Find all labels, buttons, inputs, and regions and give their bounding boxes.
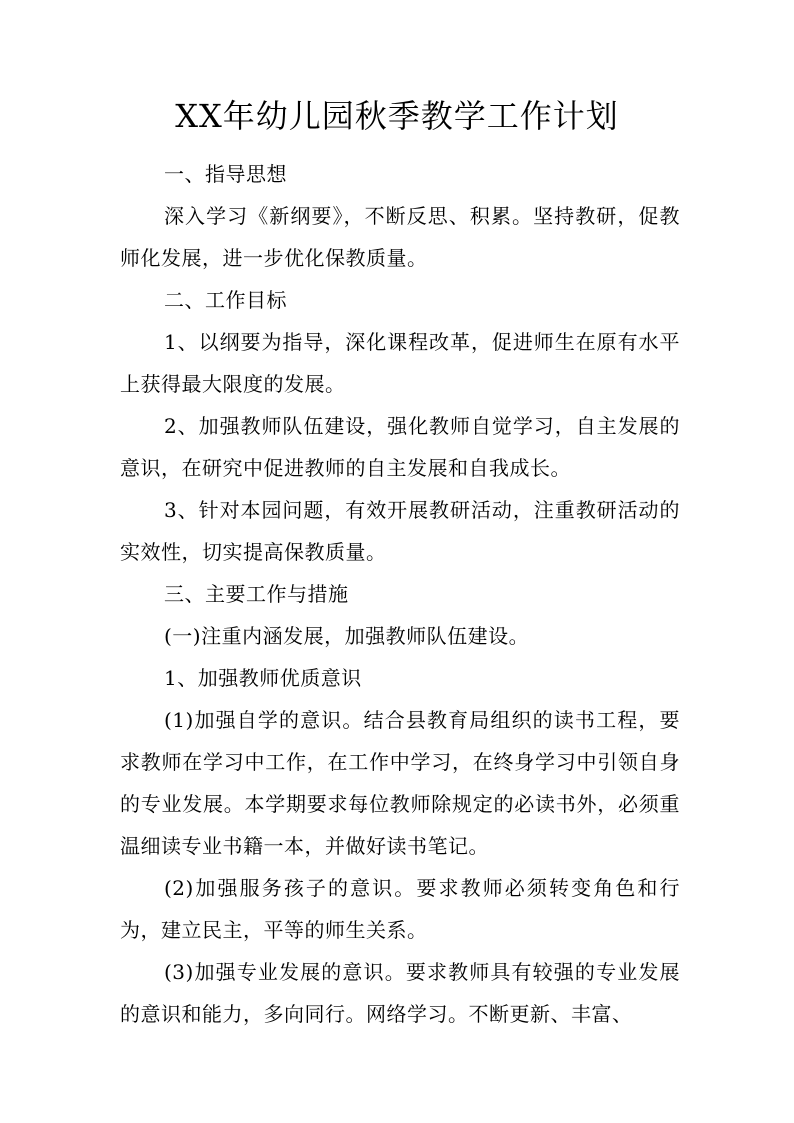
- measure-item-2: (2)加强服务孩子的意识。要求教师必须转变角色和行为，建立民主，平等的师生关系。: [120, 876, 680, 942]
- goal-item-2: 2、加强教师队伍建设，强化教师自觉学习，自主发展的意识，在研究中促进教师的自主发展和自我成长。: [120, 414, 680, 480]
- goal-item-1: 1、以纲要为指导，深化课程改革，促进师生在原有水平上获得最大限度的发展。: [120, 330, 680, 396]
- measure-item-3: (3)加强专业发展的意识。要求教师具有较强的专业发展的意识和能力，多向同行。网络学习。不断更新、丰富、: [120, 960, 680, 1026]
- goal-item-3: 3、针对本园问题，有效开展教研活动，注重教研活动的实效性，切实提高保教质量。: [120, 498, 680, 564]
- document-title: XX年幼儿园秋季教学工作计划: [175, 97, 619, 135]
- subsection-heading: (一)注重内涵发展，加强教师队伍建设。: [164, 624, 530, 648]
- section-heading-guiding-ideology: 一、指导思想: [164, 162, 287, 186]
- item-heading: 1、加强教师优质意识: [164, 666, 362, 690]
- measure-item-1: (1)加强自学的意识。结合县教育局组织的读书工程，要求教师在学习中工作，在工作中学习，在终身学习中引领自身的专业发展。本学期要求每位教师除规定的必读书外，必须重温细读专业书籍一本，并做好读书笔记。: [120, 708, 680, 858]
- section-heading-main-work: 三、主要工作与措施: [164, 582, 349, 606]
- section-heading-work-goals: 二、工作目标: [164, 288, 287, 312]
- paragraph: 深入学习《新纲要》，不断反思、积累。坚持教研，促教师化发展，进一步优化保教质量。: [120, 204, 680, 270]
